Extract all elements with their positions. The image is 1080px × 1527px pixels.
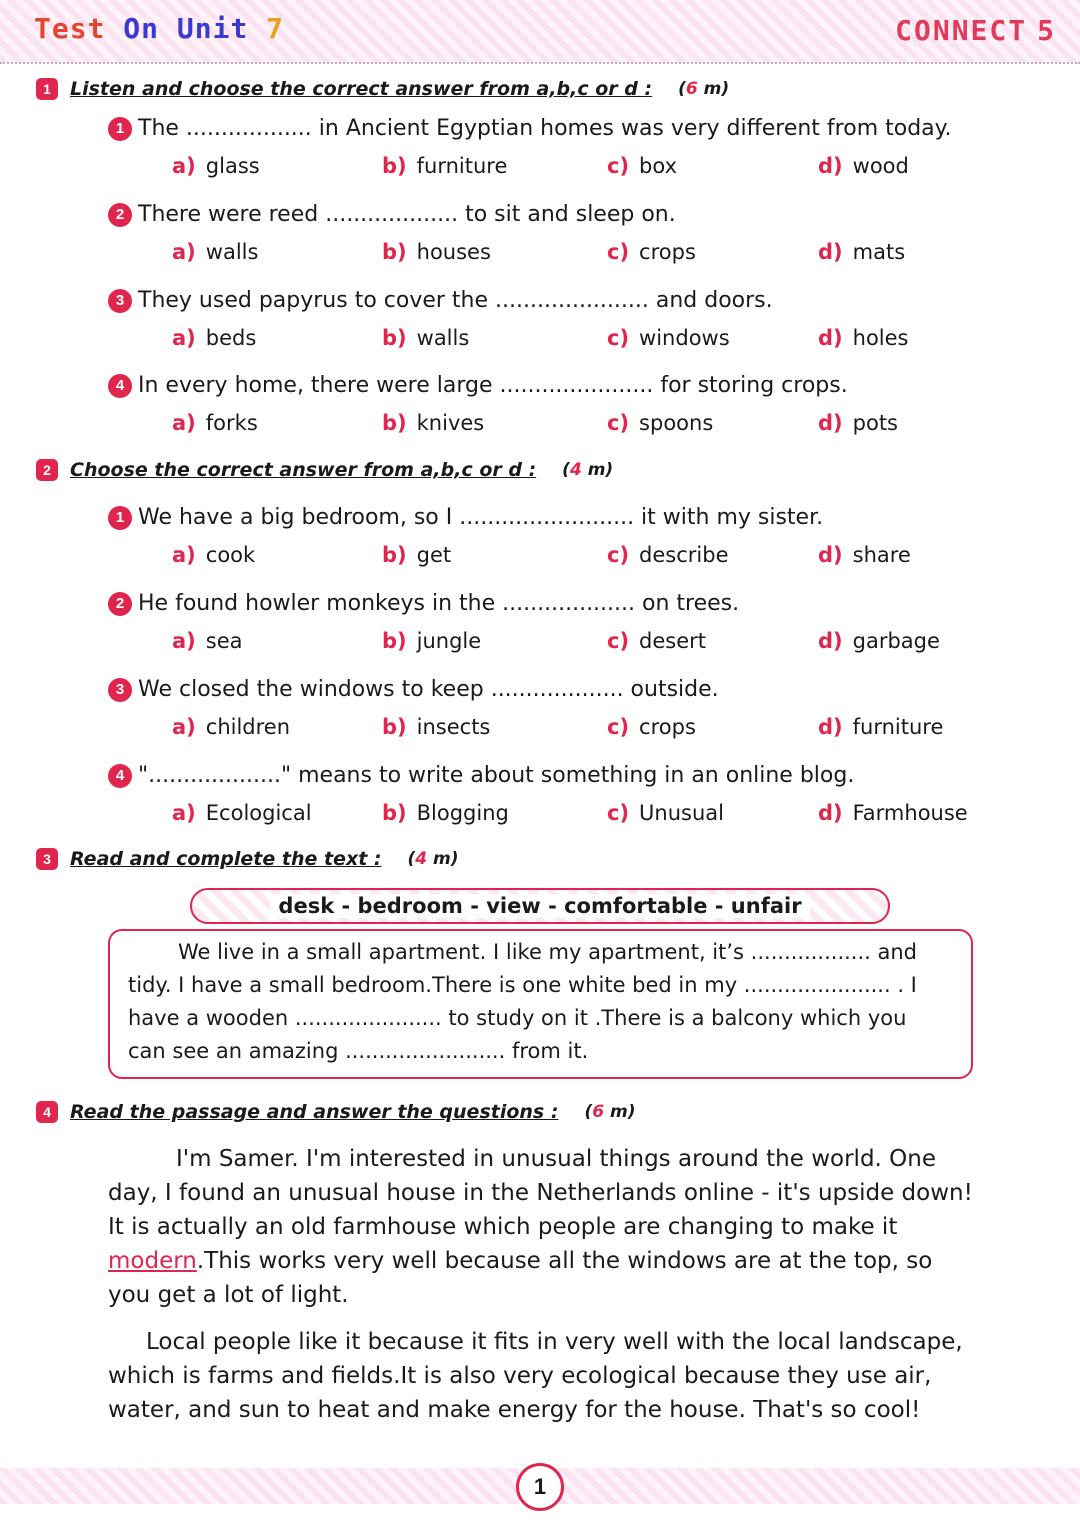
option-c[interactable]: c) crops (607, 240, 696, 264)
option-b[interactable]: b) knives (382, 411, 485, 435)
section-number-badge: 4 (36, 1101, 58, 1123)
option-b[interactable]: b) jungle (382, 629, 482, 653)
question-1-1 (108, 116, 952, 141)
passage-line-8: water, and sun to heat and make energy for the house. That's so cool! (108, 1397, 921, 1423)
option-d[interactable]: d) pots (818, 411, 898, 435)
question-number-badge: 1 (108, 117, 132, 141)
section-title: Listen and choose the correct answer from a,b,c or d : (70, 78, 653, 100)
section-marks: (4 m) (407, 849, 459, 869)
option-c[interactable]: c) windows (607, 326, 730, 350)
option-d[interactable]: d) Farmhouse (818, 801, 968, 825)
brand-level: 5 (1037, 14, 1056, 47)
option-a[interactable]: a) glass (172, 154, 260, 178)
option-d[interactable]: d) wood (818, 154, 909, 178)
option-d[interactable]: d) share (818, 543, 911, 567)
completion-line-4: can see an amazing ........................ from it. (128, 1039, 589, 1063)
option-a[interactable]: a) sea (172, 629, 243, 653)
option-a[interactable]: a) cook (172, 543, 256, 567)
question-number-badge: 3 (108, 289, 132, 313)
brand-title (895, 14, 1056, 47)
option-b[interactable]: b) houses (382, 240, 491, 264)
completion-line-2: tidy. I have a small bedroom.There is one white bed in my ...................... . I (128, 973, 917, 997)
question-number-badge: 2 (108, 592, 132, 616)
question-text: We closed the windows to keep ................... outside. (138, 677, 719, 702)
header-divider (0, 62, 1080, 64)
question-text: In every home, there were large ...................... for storing crops. (138, 373, 848, 398)
question-2-4 (108, 763, 854, 788)
section-title: Read and complete the text : (70, 848, 382, 870)
option-c[interactable]: c) crops (607, 715, 696, 739)
question-number-badge: 4 (108, 374, 132, 398)
passage-line-1: I'm Samer. I'm interested in unusual things around the world. One (176, 1146, 936, 1172)
question-1-2 (108, 202, 676, 227)
section-marks: (4 m) (562, 460, 614, 480)
section-marks: (6 m) (678, 79, 730, 99)
option-b[interactable]: b) insects (382, 715, 491, 739)
option-d[interactable]: d) holes (818, 326, 909, 350)
option-c[interactable]: c) Unusual (607, 801, 724, 825)
option-a[interactable]: a) beds (172, 326, 257, 350)
option-c[interactable]: c) desert (607, 629, 707, 653)
completion-line-1: We live in a small apartment. I like my apartment, it’s .................. and (178, 940, 918, 964)
title-word-unit: Unit (176, 12, 249, 45)
passage-line-4: modern.This works very well because all the windows are at the top, so (108, 1248, 933, 1274)
passage-line-5: you get a lot of light. (108, 1282, 349, 1308)
question-number-badge: 4 (108, 764, 132, 788)
option-c[interactable]: c) spoons (607, 411, 714, 435)
section-number-badge: 1 (36, 78, 58, 100)
question-number-badge: 2 (108, 203, 132, 227)
question-2-2 (108, 591, 739, 616)
section-1-heading (36, 78, 729, 100)
passage-line-6: Local people like it because it fits in very well with the local landscape, (146, 1329, 963, 1355)
option-d[interactable]: d) mats (818, 240, 906, 264)
option-b[interactable]: b) get (382, 543, 452, 567)
section-3-heading (36, 848, 459, 870)
option-c[interactable]: c) box (607, 154, 678, 178)
option-a[interactable]: a) walls (172, 240, 259, 264)
question-text: There were reed ................... to sit and sleep on. (138, 202, 676, 227)
passage-line-3: It is actually an old farmhouse which people are changing to make it (108, 1214, 898, 1240)
question-1-3 (108, 288, 773, 313)
word-bank-text: desk - bedroom - view - comfortable - unfair (270, 894, 809, 918)
title-word-on: On (123, 12, 160, 45)
question-1-4 (108, 373, 848, 398)
question-text: He found howler monkeys in the ................... on trees. (138, 591, 740, 616)
section-number-badge: 2 (36, 459, 58, 481)
title-word-test: Test (34, 12, 106, 45)
word-bank (190, 888, 890, 924)
option-a[interactable]: a) children (172, 715, 291, 739)
question-text: We have a big bedroom, so I ......................... it with my sister. (138, 505, 824, 530)
brand-name: CONNECT (895, 14, 1028, 47)
question-2-3 (108, 677, 719, 702)
completion-line-3: have a wooden ...................... to study on it .There is a balcony which you (128, 1006, 907, 1030)
question-text: The .................. in Ancient Egyptian homes was very different from today. (138, 116, 952, 141)
option-a[interactable]: a) Ecological (172, 801, 312, 825)
section-title: Choose the correct answer from a,b,c or d : (70, 459, 537, 481)
question-text: They used papyrus to cover the ...................... and doors. (138, 288, 773, 313)
option-a[interactable]: a) forks (172, 411, 258, 435)
test-title (34, 12, 284, 45)
passage-line-2: day, I found an unusual house in the Netherlands online - it's upside down! (108, 1180, 973, 1206)
question-number-badge: 1 (108, 506, 132, 530)
title-unit-number: 7 (266, 12, 285, 45)
option-b[interactable]: b) walls (382, 326, 470, 350)
option-d[interactable]: d) garbage (818, 629, 940, 653)
question-2-1 (108, 505, 823, 530)
passage-line-7: which is farms and fields.It is also very ecological because they use air, (108, 1363, 932, 1389)
highlighted-word: modern (108, 1248, 197, 1274)
option-b[interactable]: b) Blogging (382, 801, 509, 825)
section-4-heading (36, 1101, 635, 1123)
option-b[interactable]: b) furniture (382, 154, 508, 178)
question-text: "..................." means to write about something in an online blog. (138, 763, 855, 788)
page-number: 1 (516, 1463, 564, 1511)
section-title: Read the passage and answer the questions : (70, 1101, 559, 1123)
section-2-heading (36, 459, 613, 481)
section-marks: (6 m) (584, 1102, 636, 1122)
option-c[interactable]: c) describe (607, 543, 729, 567)
question-number-badge: 3 (108, 678, 132, 702)
option-d[interactable]: d) furniture (818, 715, 944, 739)
section-number-badge: 3 (36, 848, 58, 870)
